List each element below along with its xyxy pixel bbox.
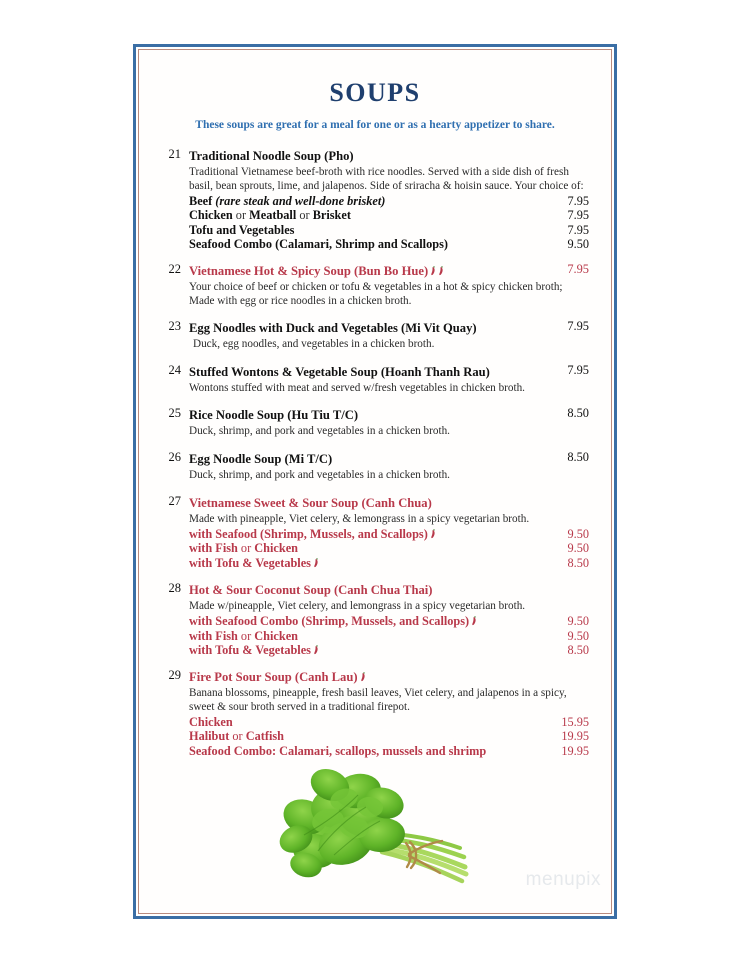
menu-item-description: Duck, shrimp, and pork and vegetables in a chicken broth. xyxy=(189,425,450,438)
menu-item-header xyxy=(161,406,589,424)
menu-item-description: Made w/pineapple, Viet celery, and lemongrass in a spicy vegetarian broth. xyxy=(189,599,526,612)
menu-option-price: 9.50 xyxy=(567,541,589,556)
menu-item-options xyxy=(189,194,589,251)
spice-level xyxy=(311,554,319,571)
menu-item-name: Vietnamese Hot & Spicy Soup (Bun Bo Hue) xyxy=(189,264,429,278)
menu-item-number: 22 xyxy=(168,262,181,276)
menu-item xyxy=(161,581,589,657)
menu-item xyxy=(161,406,589,439)
menu-item-number: 24 xyxy=(168,362,181,377)
menu-item-name: Egg Noodles with Duck and Vegetables (Mi Vit Quay) xyxy=(189,321,477,336)
spice-level xyxy=(311,641,319,658)
menu-option-label: with Fish xyxy=(189,541,238,556)
menu-item-header xyxy=(161,668,589,686)
menu-card xyxy=(133,44,617,919)
menu-item-price: 7.95 xyxy=(567,362,589,377)
menu-option-conjunction: or xyxy=(296,208,313,223)
menu-item-name: Vietnamese Sweet & Sour Soup (Canh Chua) xyxy=(189,495,432,510)
menu-option-label: Seafood Combo (Calamari, Shrimp and Scallops) xyxy=(189,236,448,251)
menu-item xyxy=(161,494,589,570)
menu-option-price: 9.50 xyxy=(567,527,589,542)
menu-card-inner xyxy=(138,49,612,914)
menu-item-number: 27 xyxy=(168,493,181,508)
watermark: menupix xyxy=(525,869,601,890)
menu-option-price: 19.95 xyxy=(561,743,589,758)
menu-item xyxy=(161,147,589,251)
menu-option-row xyxy=(189,527,589,541)
menu-item-list xyxy=(139,147,611,758)
menu-option-label: Halibut xyxy=(189,729,230,744)
menu-item-number: 26 xyxy=(168,449,181,464)
chili-pepper-icon xyxy=(438,265,444,276)
menu-option-label-alt: Meatball xyxy=(249,208,297,223)
menu-option-price: 7.95 xyxy=(567,208,589,223)
menu-item-description: Your choice of beef or chicken or tofu & vegetables in a hot & spicy chicken broth; Made with egg or rice noodles in a chicken broth. xyxy=(189,281,563,307)
menu-option-row xyxy=(189,556,589,570)
chili-pepper-icon xyxy=(430,265,436,276)
menu-option-label-alt2: Brisket xyxy=(312,208,351,223)
menu-option-row xyxy=(189,237,589,251)
menu-option-row xyxy=(189,643,589,657)
menu-item-description: Made with pineapple, Viet celery, & lemongrass in a spicy vegetarian broth. xyxy=(189,512,530,525)
menu-item-number: 21 xyxy=(168,147,181,161)
menu-item-price: 8.50 xyxy=(567,406,589,421)
menu-option-conjunction: or xyxy=(229,729,246,744)
menu-item-header xyxy=(161,494,589,512)
menu-item-header xyxy=(161,363,589,381)
menu-option-label: Tofu and Vegetables xyxy=(189,222,295,237)
menu-item-number: 25 xyxy=(168,406,181,421)
menu-item-options xyxy=(189,527,589,570)
spice-level xyxy=(469,612,477,629)
menu-item xyxy=(161,668,589,758)
menu-option-price: 8.50 xyxy=(567,555,589,570)
menu-option-label: Seafood Combo: Calamari, scallops, mussels and shrimp xyxy=(189,743,487,758)
menu-option-conjunction: or xyxy=(237,628,255,643)
menu-option-price: 8.50 xyxy=(567,642,589,657)
menu-option-label: Beef xyxy=(189,194,213,209)
menu-item-options xyxy=(189,715,589,758)
menu-option-row xyxy=(189,208,589,222)
menu-option-label: Chicken xyxy=(189,208,233,223)
menu-option-price: 15.95 xyxy=(561,715,589,730)
menu-option-conjunction: or xyxy=(232,208,250,223)
menu-option-price: 9.50 xyxy=(567,236,589,251)
menu-item-header xyxy=(161,450,589,468)
menu-item-name: Traditional Noodle Soup (Pho) xyxy=(189,149,354,163)
menu-item-description: Banana blossoms, pineapple, fresh basil leaves, Viet celery, and jalapenos in a spicy, sweet & sour broth served in a traditional firepot. xyxy=(189,686,567,713)
menu-option-label: with Seafood (Shrimp, Mussels, and Scallops) xyxy=(189,527,428,542)
menu-item-name: Egg Noodle Soup (Mi T/C) xyxy=(189,451,333,466)
menu-item-description: Wontons stuffed with meat and served w/fresh vegetables in chicken broth. xyxy=(189,381,525,394)
menu-item-name: Stuffed Wontons & Vegetable Soup (Hoanh Thanh Rau) xyxy=(189,364,490,379)
menu-option-row xyxy=(189,729,589,743)
menu-item-header xyxy=(161,147,589,165)
menu-option-row xyxy=(189,744,589,758)
menu-item xyxy=(161,363,589,396)
menu-subtitle: These soups are great for a meal for one or as a hearty appetizer to share. xyxy=(195,119,555,131)
menu-item-number: 28 xyxy=(168,580,181,595)
chili-pepper-icon xyxy=(360,671,366,682)
menu-option-row xyxy=(189,629,589,643)
menu-item xyxy=(161,450,589,483)
menu-option-label: Chicken xyxy=(189,715,233,730)
spice-level xyxy=(428,262,444,279)
menu-option-price: 7.95 xyxy=(567,222,589,237)
menu-item-description: Traditional Vietnamese beef-broth with rice noodles. Served with a side dish of fresh basil, bean sprouts, lime, and jalapenos. Side of sriracha & hoisin sauce. Your choice of: xyxy=(189,166,584,192)
menu-item-options xyxy=(189,614,589,657)
spice-level xyxy=(358,668,366,685)
menu-option-price: 19.95 xyxy=(561,729,589,744)
menu-option-note: (rare steak and well-done brisket) xyxy=(212,194,386,209)
menu-option-price: 7.95 xyxy=(567,194,589,209)
menu-option-label: with Tofu & Vegetables xyxy=(189,555,311,570)
menu-item-header xyxy=(161,262,589,280)
chili-pepper-icon xyxy=(313,644,319,655)
menu-option-row xyxy=(189,715,589,729)
menu-item-description: Duck, egg noodles, and vegetables in a chicken broth. xyxy=(193,338,435,351)
page-title: SOUPS xyxy=(329,78,421,107)
menu-option-price: 9.50 xyxy=(567,614,589,629)
menu-item-price: 7.95 xyxy=(567,319,589,334)
chili-pepper-icon xyxy=(430,528,436,539)
menu-item xyxy=(161,262,589,308)
menu-option-conjunction: or xyxy=(237,541,255,556)
menu-item-name: Rice Noodle Soup (Hu Tiu T/C) xyxy=(189,408,359,423)
menu-item-number: 29 xyxy=(168,667,181,682)
menu-item-number: 23 xyxy=(168,319,181,334)
spice-level xyxy=(428,525,436,542)
chili-pepper-icon xyxy=(471,615,477,626)
menu-option-row xyxy=(189,194,589,208)
menu-item-name: Fire Pot Sour Soup (Canh Lau) xyxy=(189,669,358,684)
menu-item-price: 7.95 xyxy=(567,262,589,276)
menu-option-label: with Tofu & Vegetables xyxy=(189,642,311,657)
menu-item xyxy=(161,319,589,352)
menu-option-label: with Fish xyxy=(189,628,238,643)
menu-option-label-alt: Catfish xyxy=(245,729,284,744)
menu-item-price: 8.50 xyxy=(567,449,589,464)
menu-option-row xyxy=(189,223,589,237)
menu-option-price: 9.50 xyxy=(567,628,589,643)
menu-item-description: Duck, shrimp, and pork and vegetables in a chicken broth. xyxy=(189,468,450,481)
menu-option-label-alt: Chicken xyxy=(254,541,298,556)
menu-option-row xyxy=(189,541,589,555)
menu-item-header xyxy=(161,319,589,337)
menu-item-name: Hot & Sour Coconut Soup (Canh Chua Thai) xyxy=(189,582,433,597)
menu-option-label: with Seafood Combo (Shrimp, Mussels, and Scallops) xyxy=(189,614,470,629)
menu-item-header xyxy=(161,581,589,599)
menu-option-row xyxy=(189,614,589,628)
menu-option-label-alt: Chicken xyxy=(254,628,298,643)
chili-pepper-icon xyxy=(313,557,319,568)
